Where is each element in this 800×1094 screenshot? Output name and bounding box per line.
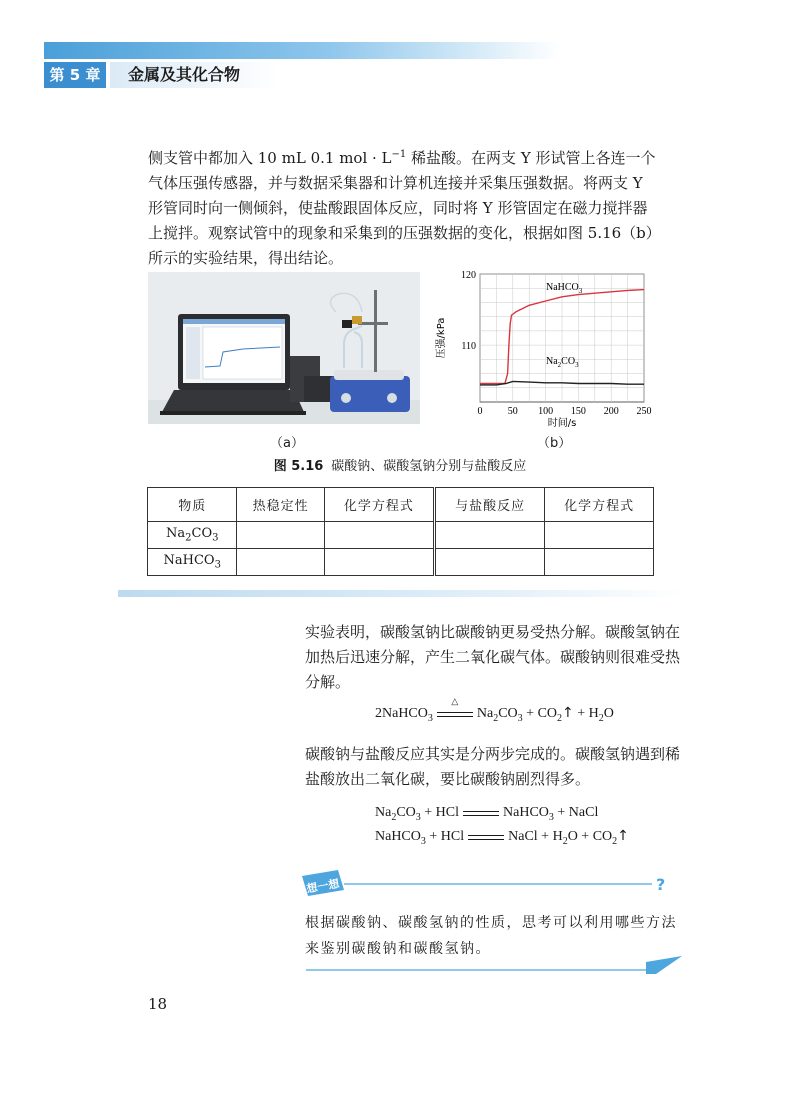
equation-step-2: NaHCO$_3$ + HCl NaCl + $H_2O$ + $CO_2↑$ <box>375 828 629 847</box>
page-number: 18 <box>148 995 168 1013</box>
chapter-title: 金属及其化合物 <box>110 62 280 88</box>
table-cell-blank[interactable] <box>237 522 324 549</box>
think-question: 根据碳酸钠、碳酸氢钠的性质，思考可以利用哪些方法来鉴别碳酸钠和碳酸氢钠。 <box>305 915 677 957</box>
series-label-na2co3: $Na_2CO_3$ <box>546 356 579 369</box>
properties-table <box>147 487 654 576</box>
header-bar <box>44 42 560 59</box>
table-header: 化学方程式 <box>324 488 434 522</box>
x-axis-label: 时间/s <box>547 418 577 429</box>
equation-decomposition: 2NaHCO$_3$ △ $Na_2CO_3$ + $CO_2↑ + H_2O$ <box>375 695 614 724</box>
reaction-arrow <box>468 830 504 844</box>
table-row <box>148 549 654 576</box>
table-cell-blank[interactable] <box>237 549 324 576</box>
x-tick-label: 100 <box>538 406 554 417</box>
x-tick-label: 250 <box>636 406 652 417</box>
reaction-arrow <box>463 806 499 820</box>
paragraph-1: 侧支管中都加入 10 mL 0.1 mol · $L^{-1}$ 稀盐酸。在两支 Y 形试管上各连一个气体压强传感器，并与数据采集器和计算机连接并采集压强数据。将两支 Y 形管同时向一侧倾斜，使盐酸跟固体反应，同时将 Y 形管固定在磁力搅拌器上搅拌。观察试管中的现象和采集到的压强数据的变化，根据如图 5.16（b）所示的实验结果，得出结论。 <box>148 149 656 267</box>
table-cell-na2co3: $Na_2CO_3$ <box>148 522 237 549</box>
caption-a: （a） <box>270 436 304 451</box>
table-cell-nahco3: NaHCO$_3$ <box>148 549 237 576</box>
table-cell-blank[interactable] <box>435 522 545 549</box>
series-label-nahco3: NaHCO$_3$ <box>546 282 583 295</box>
x-tick-label: 0 <box>477 406 483 417</box>
x-tick-label: 200 <box>603 406 619 417</box>
paragraph-3: 碳酸钠与盐酸反应其实是分两步完成的。碳酸氢钠遇到稀盐酸放出二氧化碳，要比碳酸钠剧烈得多。 <box>305 745 681 788</box>
figure-caption: 图 5.16 碳酸钠、碳酸氢钠分别与盐酸反应 <box>273 459 527 474</box>
equation-step-1: $Na_2CO_3$ + HCl NaHCO$_3$ + NaCl <box>375 805 599 823</box>
table-header: 物质 <box>148 488 237 522</box>
table-cell-blank[interactable] <box>324 522 434 549</box>
table-header: 与盐酸反应 <box>435 488 545 522</box>
y-tick-label: 120 <box>461 270 476 281</box>
table-cell-blank[interactable] <box>324 549 434 576</box>
question-mark-icon: ? <box>656 875 666 894</box>
x-tick-label: 150 <box>570 406 586 417</box>
table-row <box>148 522 654 549</box>
table-cell-blank[interactable] <box>545 549 654 576</box>
table-cell-blank[interactable] <box>545 522 654 549</box>
apparatus-photo <box>148 272 420 424</box>
section-divider <box>118 590 686 597</box>
chapter-number: 第 5 章 <box>44 62 106 88</box>
paragraph-2: 实验表明，碳酸氢钠比碳酸钠更易受热分解。碳酸氢钠在加热后迅速分解，产生二氧化碳气体。碳酸钠则很难受热分解。 <box>305 623 681 691</box>
table-cell-blank[interactable] <box>435 549 545 576</box>
think-label: 想一想 <box>305 877 341 896</box>
table-header: 热稳定性 <box>237 488 324 522</box>
reaction-arrow: △ <box>437 707 473 721</box>
pressure-chart <box>430 266 660 430</box>
table-header-row <box>148 488 654 522</box>
y-tick-label: 110 <box>461 341 476 353</box>
x-tick-label: 50 <box>507 406 518 417</box>
table-header: 化学方程式 <box>545 488 654 522</box>
caption-b: （b） <box>537 436 572 451</box>
y-axis-label: 压强/kPa <box>436 317 447 359</box>
